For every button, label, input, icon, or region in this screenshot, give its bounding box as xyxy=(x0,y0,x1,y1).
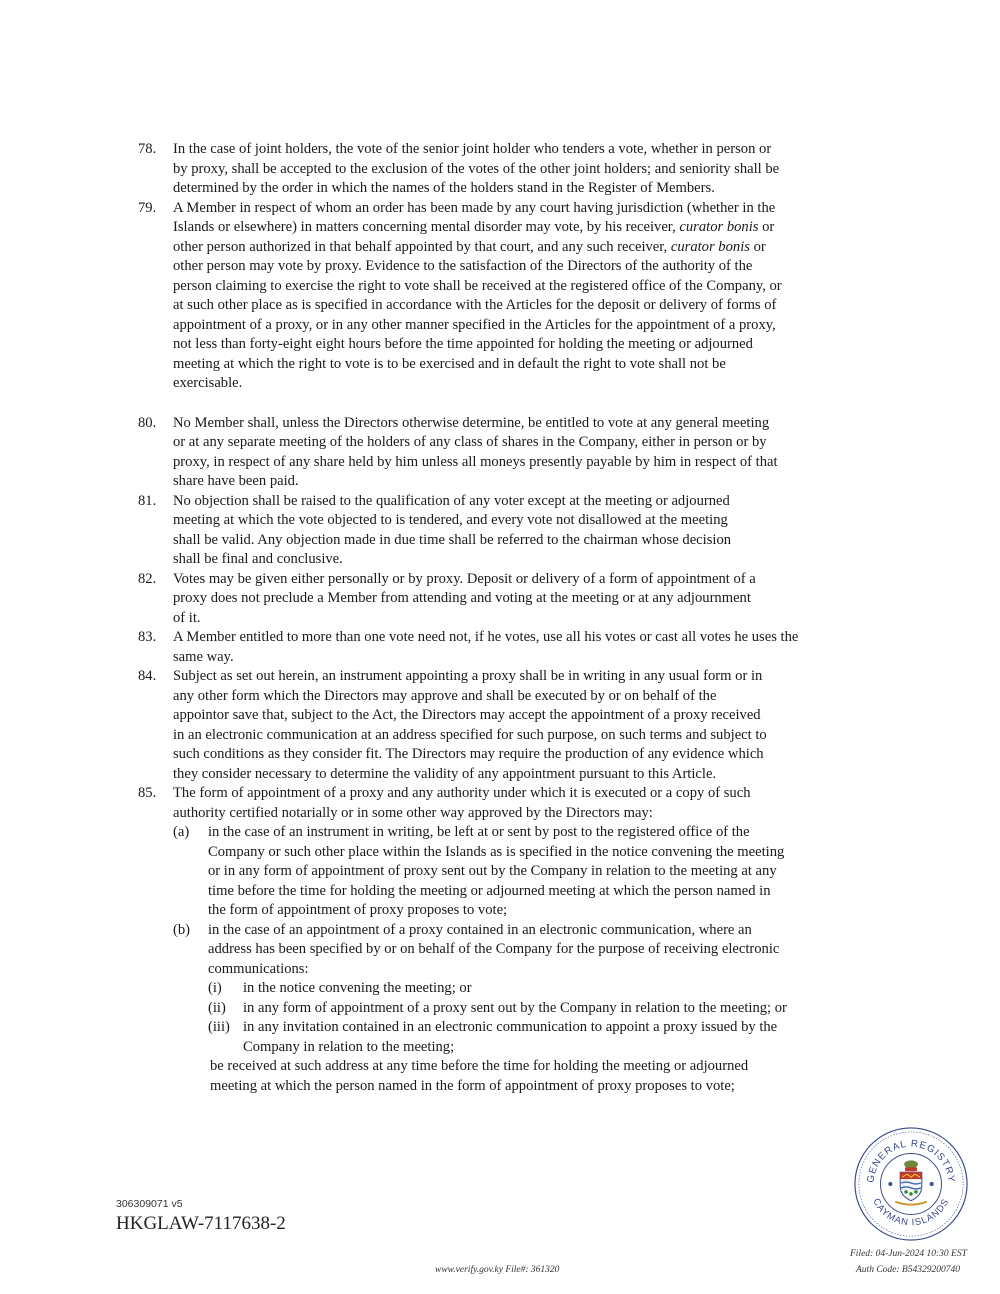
clause-line: in the case of an appointment of a proxy contained in an electronic communication, where an xyxy=(208,921,752,938)
clause-text: or xyxy=(762,219,775,235)
filed-stamp: Filed: 04-Jun-2024 10:30 EST xyxy=(850,1249,967,1259)
clause-line: Subject as set out herein, an instrument appointing a proxy shall be in writing in any usual form or in xyxy=(173,668,763,684)
subclause-label: (iii) xyxy=(208,1019,230,1035)
clause-82 xyxy=(138,570,883,629)
verify-url: www.verify.gov.ky File#: 361320 xyxy=(435,1265,560,1275)
clause-line: shall be valid. Any objection made in due time shall be referred to the chairman whose decision xyxy=(173,531,732,548)
clause-line: in any form of appointment of a proxy sent out by the Company in relation to the meeting; or xyxy=(243,999,787,1016)
document-version: 306309071 v5 xyxy=(116,1198,183,1210)
clause-81 xyxy=(138,492,883,570)
clause-line: In the case of joint holders, the vote of the senior joint holder who tenders a vote, whether in person or xyxy=(173,141,772,157)
clause-line xyxy=(173,238,883,258)
clause-line: A Member in respect of whom an order has been made by any court having jurisdiction (whether in the xyxy=(173,199,776,216)
clause-text: or xyxy=(753,238,766,255)
clause-line: be received at such address at any time before the time for holding the meeting or adjourned xyxy=(210,1058,749,1074)
clause-line: in the notice convening the meeting; or xyxy=(243,980,472,996)
clause-line: appointment of a proxy, or in any other manner specified in the Articles for the appointment of a proxy, xyxy=(173,316,776,333)
clause-line: determined by the order in which the names of the holders stand in the Register of Members. xyxy=(173,180,715,196)
clause-78 xyxy=(138,140,883,199)
clause-number: 85. xyxy=(138,785,157,801)
general-registry-seal-icon xyxy=(852,1125,970,1243)
clause-line: in any invitation contained in an electronic communication to appoint a proxy issued by the xyxy=(243,1019,778,1035)
clause-number: 81. xyxy=(138,492,157,509)
clause-line: at such other place as is specified in accordance with the Articles for the deposit or delivery of forms of xyxy=(173,297,777,313)
clause-number: 80. xyxy=(138,414,157,431)
clause-line: exercisable. xyxy=(173,375,243,391)
clause-line: communications: xyxy=(208,960,309,977)
clause-line: same way. xyxy=(173,648,234,665)
clause-line: time before the time for holding the meeting or adjourned meeting at which the person named in xyxy=(208,882,771,899)
clause-line: Company or such other place within the Islands as is specified in the notice convening the meeting xyxy=(208,843,785,860)
articles-body xyxy=(138,140,883,1096)
clause-line: by proxy, shall be accepted to the exclusion of the votes of the other joint holders; and seniority shall be xyxy=(173,160,780,177)
clause-line: address has been specified by or on behalf of the Company for the purpose of receiving electronic xyxy=(208,941,780,957)
clause-text: Islands or elsewhere) in matters concerning mental disorder may vote, by his receiver, xyxy=(173,219,676,235)
clause-line: not less than forty-eight eight hours before the time appointed for holding the meeting or adjourned xyxy=(173,336,753,352)
clause-line: proxy does not preclude a Member from attending and voting at the meeting or at any adjournment xyxy=(173,590,751,606)
latin-term: curator bonis xyxy=(679,219,759,235)
clause-line: A Member entitled to more than one vote need not, if he votes, use all his votes or cast all votes he uses the xyxy=(173,629,799,645)
clause-line: any other form which the Directors may approve and shall be executed by or on behalf of the xyxy=(173,687,717,704)
clause-number: 78. xyxy=(138,141,157,157)
subclause-a xyxy=(173,823,883,921)
subclause-b-iii xyxy=(208,1018,883,1057)
subclause-label: (a) xyxy=(173,824,190,840)
clause-line: authority certified notarially or in some other way approved by the Directors may: xyxy=(173,804,653,821)
clause-line: or at any separate meeting of the holders of any class of shares in the Company, either in person or by xyxy=(173,434,767,450)
clause-number: 83. xyxy=(138,629,157,645)
clause-line: in an electronic communication at an address specified for such purpose, on such terms and subject to xyxy=(173,726,767,743)
clause-line: Company in relation to the meeting; xyxy=(243,1038,455,1055)
clause-80 xyxy=(138,414,883,492)
svg-text:GENERAL REGISTRY: GENERAL REGISTRY xyxy=(865,1138,957,1184)
clause-84 xyxy=(138,667,883,784)
latin-term: curator bonis xyxy=(670,238,750,255)
clause-85 xyxy=(138,784,883,1096)
subclause-b-ii xyxy=(208,999,883,1019)
clause-line: of it. xyxy=(173,609,201,626)
clause-line: meeting at which the right to vote is to be exercised and in default the right to vote shall not be xyxy=(173,355,726,372)
clause-83 xyxy=(138,628,883,667)
clause-79 xyxy=(138,199,883,394)
svg-text:CAYMAN ISLANDS: CAYMAN ISLANDS xyxy=(871,1196,951,1228)
clause-line: share have been paid. xyxy=(173,473,299,489)
clause-line: person claiming to exercise the right to vote shall be received at the registered office of the Company, or xyxy=(173,277,782,294)
clause-line: or in any form of appointment of proxy sent out by the Company in relation to the meeting at any xyxy=(208,863,777,879)
clause-line: they consider necessary to determine the validity of any appointment pursuant to this Article. xyxy=(173,765,717,782)
clause-line: proxy, in respect of any share held by him unless all moneys presently payable by him in respect of that xyxy=(173,453,778,470)
clause-line: in the case of an instrument in writing, be left at or sent by post to the registered office of the xyxy=(208,824,750,840)
subclause-label: (i) xyxy=(208,980,222,996)
clause-line: meeting at which the person named in the form of appointment of proxy proposes to vote; xyxy=(210,1077,735,1094)
document-code: HKGLAW-7117638-2 xyxy=(116,1213,286,1234)
clause-line: such conditions as they consider fit. The Directors may require the production of any evidence which xyxy=(173,746,764,762)
clause-line: meeting at which the vote objected to is tendered, and every vote not disallowed at the meeting xyxy=(173,512,728,528)
clause-line: the form of appointment of proxy proposes to vote; xyxy=(208,902,508,918)
coat-of-arms-icon xyxy=(895,1160,926,1204)
clause-text: other person authorized in that behalf appointed by that court, and any such receiver, xyxy=(173,238,668,255)
clause-line: No objection shall be raised to the qualification of any voter except at the meeting or adjourned xyxy=(173,492,730,509)
clause-line xyxy=(173,218,883,238)
clause-line: other person may vote by proxy. Evidence to the satisfaction of the Directors of the authority of the xyxy=(173,258,753,274)
subclause-b-i xyxy=(208,979,883,999)
clause-line: shall be final and conclusive. xyxy=(173,551,343,567)
clause-line: Votes may be given either personally or by proxy. Deposit or delivery of a form of appointment of a xyxy=(173,570,756,587)
clause-line: The form of appointment of a proxy and any authority under which it is executed or a copy of such xyxy=(173,785,751,801)
auth-code: Auth Code: B54329200740 xyxy=(856,1265,960,1275)
clause-number: 84. xyxy=(138,668,157,684)
clause-line: appointor save that, subject to the Act, the Directors may accept the appointment of a proxy received xyxy=(173,707,761,723)
subclause-label: (ii) xyxy=(208,999,226,1016)
clause-line: No Member shall, unless the Directors otherwise determine, be entitled to vote at any general meeting xyxy=(173,414,770,431)
subclause-label: (b) xyxy=(173,921,191,938)
clause-number: 82. xyxy=(138,570,157,587)
subclause-b xyxy=(173,921,883,1097)
clause-number: 79. xyxy=(138,199,157,216)
